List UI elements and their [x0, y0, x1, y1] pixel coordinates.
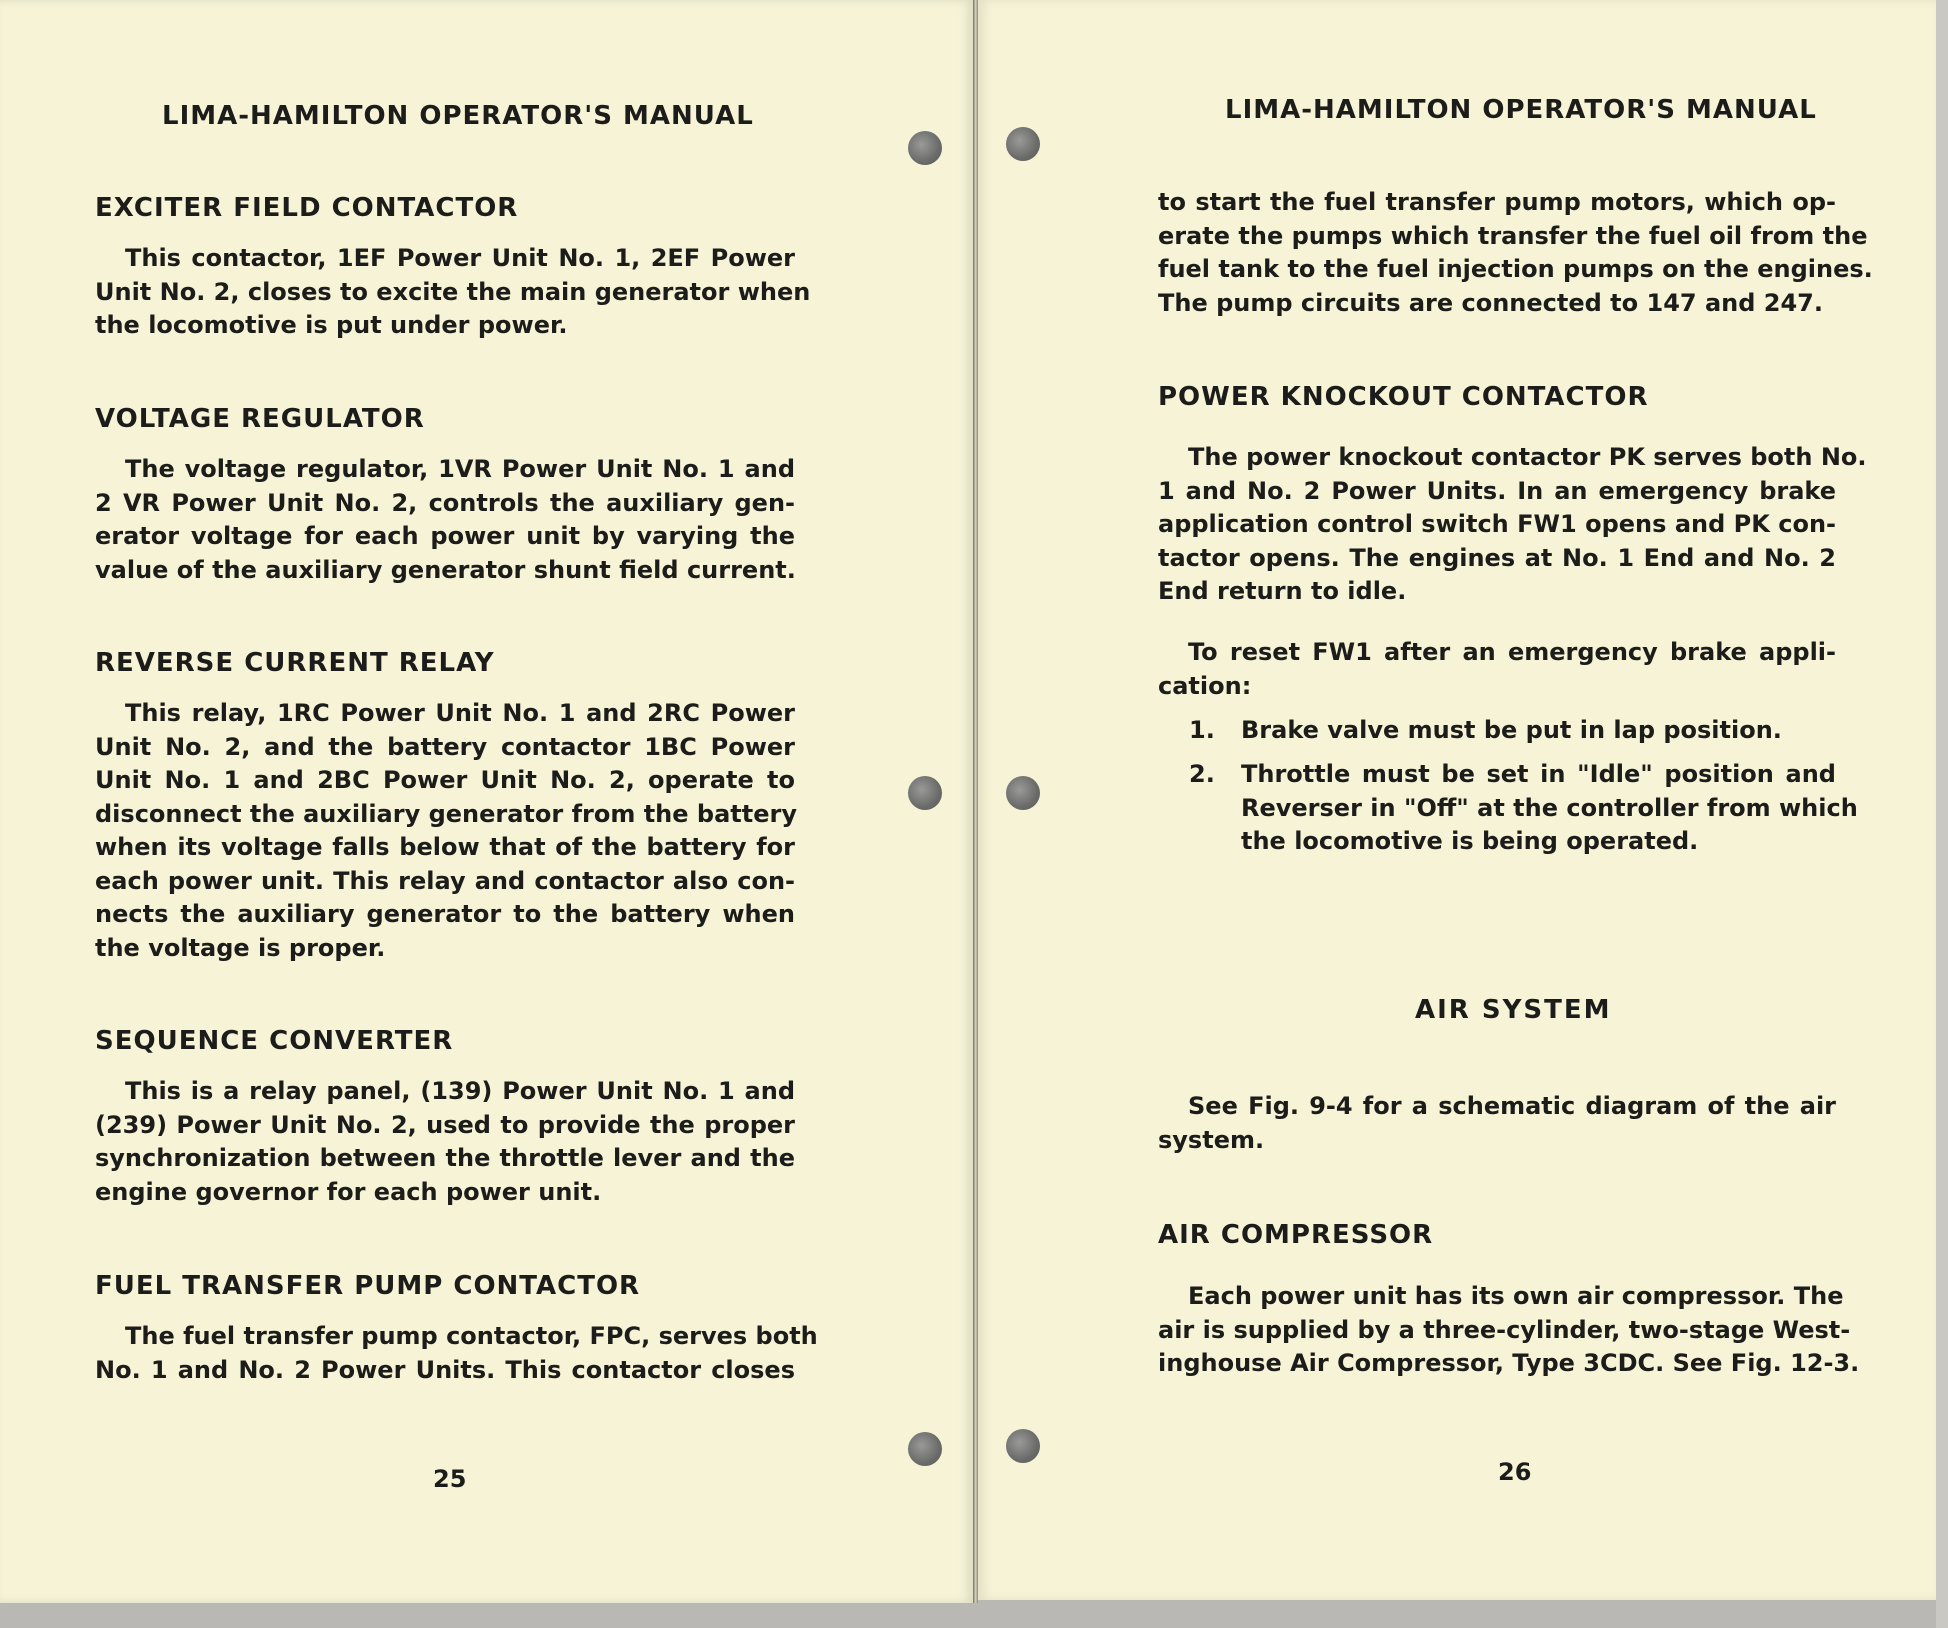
right-running-head: LIMA-HAMILTON OPERATOR'S MANUAL [1225, 95, 1817, 125]
text-line: The fuel transfer pump contactor, FPC, serves both [125, 1322, 818, 1350]
binder-hole [908, 776, 942, 810]
text-line: the locomotive is put under power. [95, 311, 568, 339]
paragraph-continuation [1158, 186, 1873, 320]
text-line: erate the pumps which transfer the fuel oil from the [1158, 221, 1868, 250]
binder-hole [1006, 1429, 1040, 1463]
left-running-head: LIMA-HAMILTON OPERATOR'S MANUAL [162, 101, 754, 131]
binder-hole [1006, 776, 1040, 810]
section-title-air-system: AIR SYSTEM [1415, 995, 1612, 1025]
text-line: cation: [1158, 671, 1252, 700]
paragraph-air-system [1158, 1090, 1836, 1157]
text-line: The power knockout contactor PK serves both No. [1188, 443, 1867, 471]
text-line: inghouse Air Compressor, Type 3CDC. See Fig. 12-3. [1158, 1349, 1860, 1377]
text-line: Unit No. 2, and the battery contactor 1BC Power [95, 732, 795, 761]
text-line: nects the auxiliary generator to the battery when [95, 900, 795, 928]
text-line: 1 and No. 2 Power Units. In an emergency brake [1158, 476, 1836, 505]
list-text [1241, 758, 1858, 859]
heading-voltage-regulator: VOLTAGE REGULATOR [95, 404, 425, 434]
text-line: The pump circuits are connected to 147 and 247. [1158, 288, 1823, 317]
heading-power-knockout-contactor: POWER KNOCKOUT CONTACTOR [1158, 382, 1649, 412]
paragraph-power-knockout [1158, 441, 1867, 609]
text-line: each power unit. This relay and contactor also con- [95, 866, 795, 895]
list-number: 2. [1189, 760, 1215, 788]
text-line: when its voltage falls below that of the battery for [95, 833, 795, 861]
text-line: engine governor for each power unit. [95, 1177, 602, 1206]
text-line: No. 1 and No. 2 Power Units. This contactor closes [95, 1355, 795, 1384]
text-line: Each power unit has its own air compressor. The [1188, 1282, 1844, 1310]
binder-hole [908, 131, 942, 165]
text-line: application control switch FW1 opens and PK con- [1158, 510, 1836, 538]
text-line: the locomotive is being operated. [1241, 827, 1699, 855]
paragraph-reverse-current-relay [95, 697, 795, 965]
list-number: 1. [1189, 716, 1215, 744]
heading-exciter-field-contactor: EXCITER FIELD CONTACTOR [95, 193, 519, 223]
text-line: tactor opens. The engines at No. 1 End and No. 2 [1158, 543, 1836, 572]
text-line: system. [1158, 1125, 1265, 1154]
text-line: Unit No. 1 and 2BC Power Unit No. 2, operate to [95, 766, 795, 794]
right-page [978, 0, 1936, 1600]
paragraph-voltage-regulator [95, 453, 795, 587]
text-line: (239) Power Unit No. 2, used to provide the proper [95, 1110, 795, 1139]
text-line: Unit No. 2, closes to excite the main generator when [95, 277, 811, 306]
paragraph-sequence-converter [95, 1075, 795, 1209]
list-text [1241, 714, 1836, 748]
text-line: See Fig. 9-4 for a schematic diagram of the air [1188, 1092, 1836, 1120]
heading-air-compressor: AIR COMPRESSOR [1158, 1220, 1434, 1250]
paragraph-fuel-transfer-pump-contactor [95, 1320, 818, 1387]
text-line: fuel tank to the fuel injection pumps on the engines. [1158, 255, 1873, 283]
binder-hole [908, 1432, 942, 1466]
left-page-number: 25 [433, 1465, 467, 1493]
text-line: This is a relay panel, (139) Power Unit No. 1 and [125, 1077, 795, 1105]
right-page-number: 26 [1498, 1458, 1532, 1486]
left-page [0, 0, 974, 1603]
text-line: to start the fuel transfer pump motors, which op- [1158, 188, 1836, 216]
text-line: Brake valve must be put in lap position. [1241, 716, 1782, 744]
text-line: value of the auxiliary generator shunt field current. [95, 555, 796, 584]
text-line: 2 VR Power Unit No. 2, controls the auxiliary gen- [95, 488, 795, 517]
text-line: disconnect the auxiliary generator from the battery [95, 799, 797, 828]
paragraph-exciter-field-contactor [95, 242, 811, 343]
scan-edge [1936, 0, 1948, 1628]
text-line: This relay, 1RC Power Unit No. 1 and 2RC Power [125, 699, 795, 727]
text-line: This contactor, 1EF Power Unit No. 1, 2EF Power [125, 244, 795, 272]
heading-sequence-converter: SEQUENCE CONVERTER [95, 1026, 454, 1056]
text-line: To reset FW1 after an emergency brake appli- [1188, 638, 1836, 666]
text-line: erator voltage for each power unit by varying the [95, 522, 795, 550]
text-line: Throttle must be set in "Idle" position and [1241, 760, 1836, 788]
text-line: synchronization between the throttle lever and the [95, 1144, 795, 1172]
text-line: End return to idle. [1158, 577, 1407, 605]
paragraph-reset-fw1 [1158, 636, 1836, 703]
text-line: air is supplied by a three-cylinder, two-stage West- [1158, 1315, 1851, 1344]
paragraph-air-compressor [1158, 1280, 1860, 1381]
text-line: The voltage regulator, 1VR Power Unit No. 1 and [125, 455, 795, 483]
heading-reverse-current-relay: REVERSE CURRENT RELAY [95, 648, 495, 678]
text-line: the voltage is proper. [95, 933, 386, 962]
heading-fuel-transfer-pump-contactor: FUEL TRANSFER PUMP CONTACTOR [95, 1271, 641, 1301]
text-line: Reverser in "Off" at the controller from which [1241, 793, 1858, 822]
binder-hole [1006, 127, 1040, 161]
